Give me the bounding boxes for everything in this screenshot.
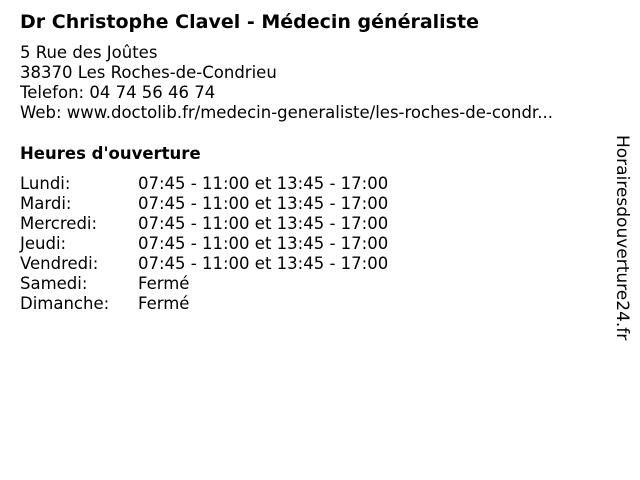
day-label: Samedi: bbox=[20, 274, 88, 293]
phone-number[interactable]: Telefon: 04 74 56 46 74 bbox=[20, 83, 216, 102]
time-value: 07:45 - 11:00 et 13:45 - 17:00 bbox=[138, 214, 389, 233]
website-link[interactable]: Web: www.doctolib.fr/medecin-generaliste/les-roches-de-condr... bbox=[20, 103, 553, 122]
day-label: Mercredi: bbox=[20, 214, 98, 233]
hours-row-sunday bbox=[20, 294, 388, 314]
day-label: Dimanche: bbox=[20, 294, 110, 313]
day-label: Mardi: bbox=[20, 194, 72, 213]
hours-row-friday bbox=[20, 254, 388, 274]
opening-hours-heading: Heures d'ouverture bbox=[20, 144, 201, 163]
address-block bbox=[20, 43, 553, 123]
day-label: Jeudi: bbox=[20, 234, 67, 253]
hours-row-tuesday bbox=[20, 194, 388, 214]
time-value: 07:45 - 11:00 et 13:45 - 17:00 bbox=[138, 234, 389, 253]
hours-row-wednesday bbox=[20, 214, 388, 234]
opening-hours-table bbox=[20, 174, 388, 314]
time-value: 07:45 - 11:00 et 13:45 - 17:00 bbox=[138, 254, 389, 273]
hours-row-thursday bbox=[20, 234, 388, 254]
street-address: 5 Rue des Joûtes bbox=[20, 43, 158, 62]
time-value: Fermé bbox=[138, 274, 190, 293]
day-label: Lundi: bbox=[20, 174, 71, 193]
page-title: Dr Christophe Clavel - Médecin généraliste bbox=[20, 11, 479, 33]
site-watermark: Horairesdouverture24.fr bbox=[612, 135, 632, 341]
city-address: 38370 Les Roches-de-Condrieu bbox=[20, 63, 277, 82]
hours-row-saturday bbox=[20, 274, 388, 294]
day-label: Vendredi: bbox=[20, 254, 99, 273]
hours-row-monday bbox=[20, 174, 388, 194]
time-value: 07:45 - 11:00 et 13:45 - 17:00 bbox=[138, 194, 389, 213]
time-value: 07:45 - 11:00 et 13:45 - 17:00 bbox=[138, 174, 389, 193]
time-value: Fermé bbox=[138, 294, 190, 313]
